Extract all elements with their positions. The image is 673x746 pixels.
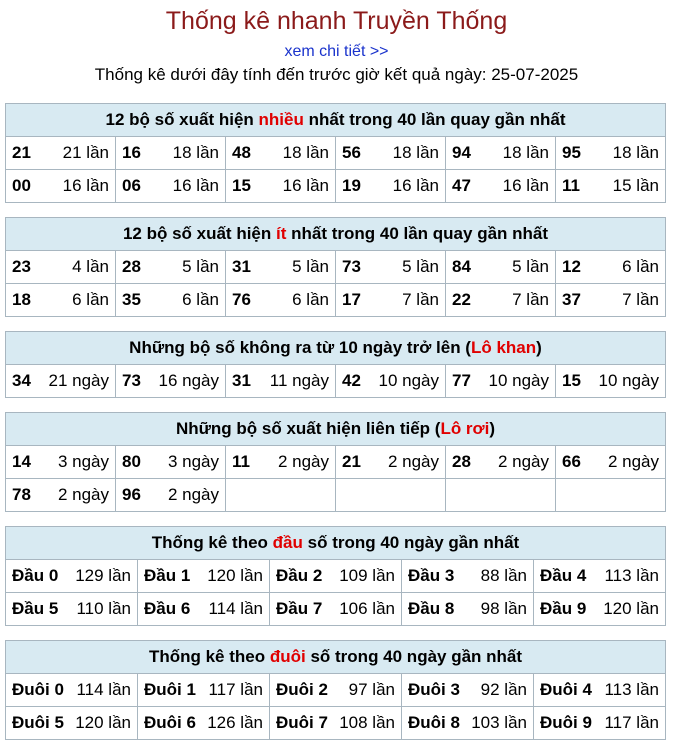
- stat-count: 113 lần: [604, 566, 659, 585]
- section-heading: [6, 104, 666, 137]
- stat-count: 110 lần: [76, 599, 131, 618]
- stat-cell: [226, 137, 336, 170]
- stat-count: 18 lần: [612, 143, 659, 162]
- stat-count: 6 lần: [292, 290, 329, 309]
- stat-label: 19: [342, 176, 361, 195]
- table-row: [6, 446, 666, 479]
- stat-label: Đuôi 2: [276, 680, 328, 699]
- stat-label: Đuôi 9: [540, 713, 592, 732]
- stat-label: Đuôi 3: [408, 680, 460, 699]
- stat-cell: [116, 446, 226, 479]
- stat-cell: [116, 137, 226, 170]
- heading-text: nhất trong 40 lần quay gần nhất: [303, 110, 566, 129]
- stat-label: 96: [122, 485, 141, 504]
- stat-count: 103 lần: [471, 713, 527, 732]
- stat-cell: [270, 593, 402, 626]
- stat-label: Đầu 3: [408, 566, 455, 585]
- stat-count: 129 lần: [75, 566, 131, 585]
- stat-count: 120 lần: [207, 566, 263, 585]
- stat-cell: [270, 560, 402, 593]
- stat-label: 73: [122, 371, 141, 390]
- stat-label: Đầu 1: [144, 566, 191, 585]
- lokhan-table: [5, 331, 666, 398]
- stat-cell: [138, 560, 270, 593]
- stat-label: 31: [232, 371, 251, 390]
- stat-label: 48: [232, 143, 251, 162]
- stat-label: Đầu 2: [276, 566, 323, 585]
- stat-count: 16 lần: [282, 176, 329, 195]
- most-frequent-section: [5, 103, 666, 203]
- stat-cell: [556, 365, 666, 398]
- stat-cell: [446, 446, 556, 479]
- stat-cell: [402, 560, 534, 593]
- stat-label: Đầu 4: [540, 566, 587, 585]
- stat-count: 16 lần: [62, 176, 109, 195]
- stat-count: 7 lần: [512, 290, 549, 309]
- stat-label: Đầu 5: [12, 599, 59, 618]
- stat-count: 108 lần: [339, 713, 395, 732]
- stat-count: 15 lần: [612, 176, 659, 195]
- details-link[interactable]: xem chi tiết >>: [284, 43, 389, 60]
- stat-cell: [402, 593, 534, 626]
- stat-count: 16 lần: [392, 176, 439, 195]
- stat-label: 84: [452, 257, 471, 276]
- stat-cell: [226, 479, 336, 512]
- stat-count: 7 lần: [622, 290, 659, 309]
- stat-label: 47: [452, 176, 471, 195]
- lo-khan-section: [5, 331, 666, 398]
- stat-label: 11: [562, 176, 580, 195]
- heading-text: Những bộ số xuất hiện liên tiếp (: [175, 419, 441, 438]
- stat-count: 18 lần: [392, 143, 439, 162]
- stat-cell: [6, 479, 116, 512]
- stat-cell: [116, 170, 226, 203]
- stat-cell: [336, 479, 446, 512]
- stat-label: Đầu 9: [540, 599, 587, 618]
- heading-text: ): [489, 419, 496, 438]
- stat-cell: [336, 137, 446, 170]
- stat-label: 76: [232, 290, 251, 309]
- least-table: [5, 217, 666, 317]
- stat-count: 117 lần: [208, 680, 263, 699]
- table-row: [6, 707, 666, 740]
- stat-count: 10 ngày: [488, 371, 549, 390]
- loroi-table: [5, 412, 666, 512]
- table-row: [6, 593, 666, 626]
- stat-label: Đầu 6: [144, 599, 191, 618]
- stat-count: 2 ngày: [167, 485, 219, 504]
- stat-cell: [270, 674, 402, 707]
- stat-cell: [116, 479, 226, 512]
- stat-count: 5 lần: [402, 257, 439, 276]
- heading-text: ): [536, 338, 542, 357]
- table-row: [6, 137, 666, 170]
- stat-count: 18 lần: [502, 143, 549, 162]
- stat-label: 34: [12, 371, 31, 390]
- stat-count: 18 lần: [172, 143, 219, 162]
- stat-count: 18 lần: [282, 143, 329, 162]
- heading-text: số trong 40 ngày gần nhất: [305, 647, 523, 666]
- table-row: [6, 674, 666, 707]
- stat-cell: [336, 170, 446, 203]
- heading-text: Thống kê theo: [151, 533, 273, 552]
- stat-label: 42: [342, 371, 361, 390]
- stat-cell: [534, 560, 666, 593]
- stat-label: 31: [232, 257, 251, 276]
- table-row: [6, 170, 666, 203]
- stat-label: 35: [122, 290, 141, 309]
- dau-table: [5, 526, 666, 626]
- stat-count: 92 lần: [480, 680, 527, 699]
- stat-count: 2 ngày: [497, 452, 549, 471]
- stat-count: 97 lần: [348, 680, 395, 699]
- lo-roi-section: [5, 412, 666, 512]
- heading-text: số trong 40 ngày gần nhất: [302, 533, 520, 552]
- heading-text: Những bộ số không ra từ 10 ngày trở lên (: [129, 338, 471, 357]
- stat-label: 21: [12, 143, 31, 162]
- stat-cell: [116, 365, 226, 398]
- stat-cell: [556, 284, 666, 317]
- stat-count: 2 ngày: [57, 485, 109, 504]
- stat-cell: [226, 446, 336, 479]
- stat-label: 37: [562, 290, 581, 309]
- stat-count: 10 ngày: [378, 371, 439, 390]
- stat-count: 5 lần: [182, 257, 219, 276]
- section-heading: [6, 527, 666, 560]
- section-heading: [6, 332, 666, 365]
- least-frequent-section: [5, 217, 666, 317]
- stat-cell: [336, 284, 446, 317]
- stat-label: 21: [342, 452, 361, 471]
- stat-cell: [116, 284, 226, 317]
- page-title: Thống kê nhanh Truyền Thống: [165, 7, 508, 35]
- stat-cell: [556, 479, 666, 512]
- page-header: [0, 0, 673, 86]
- stat-label: 94: [452, 143, 471, 162]
- stat-cell: [6, 137, 116, 170]
- stat-cell: [270, 707, 402, 740]
- stat-label: 73: [342, 257, 361, 276]
- table-row: [6, 284, 666, 317]
- stat-cell: [6, 251, 116, 284]
- stat-label: 28: [122, 257, 141, 276]
- heading-highlight: đuôi: [269, 647, 306, 666]
- stat-count: 126 lần: [207, 713, 263, 732]
- stat-label: Đầu 7: [276, 599, 323, 618]
- stat-count: 21 ngày: [48, 371, 109, 390]
- stat-count: 6 lần: [72, 290, 109, 309]
- stat-label: 66: [562, 452, 581, 471]
- stat-label: 95: [562, 143, 581, 162]
- stat-label: Đuôi 5: [12, 713, 64, 732]
- stat-cell: [402, 674, 534, 707]
- stat-count: 88 lần: [480, 566, 527, 585]
- stat-cell: [534, 593, 666, 626]
- stat-label: 15: [562, 371, 581, 390]
- stat-count: 10 ngày: [598, 371, 659, 390]
- stat-label: 11: [232, 452, 250, 471]
- stat-count: 120 lần: [603, 599, 659, 618]
- stat-cell: [446, 479, 556, 512]
- stat-cell: [6, 446, 116, 479]
- stat-cell: [336, 365, 446, 398]
- duoi-section: [5, 640, 666, 740]
- stat-cell: [6, 365, 116, 398]
- heading-text: 12 bộ số xuất hiện: [105, 110, 259, 129]
- stat-count: 21 lần: [62, 143, 109, 162]
- table-row: [6, 365, 666, 398]
- stat-count: 4 lần: [72, 257, 109, 276]
- stat-label: 00: [12, 176, 31, 195]
- stat-cell: [446, 251, 556, 284]
- heading-highlight: Lô khan: [470, 338, 537, 357]
- stat-label: Đuôi 4: [540, 680, 592, 699]
- stat-count: 16 lần: [172, 176, 219, 195]
- stat-count: 2 ngày: [607, 452, 659, 471]
- table-row: [6, 251, 666, 284]
- page-subtitle: Thống kê dưới đây tính đến trước giờ kết quả ngày: 25-07-2025: [94, 65, 579, 84]
- heading-text: nhất trong 40 lần quay gần nhất: [286, 224, 549, 243]
- stat-cell: [336, 446, 446, 479]
- stat-count: 109 lần: [339, 566, 395, 585]
- stat-cell: [556, 251, 666, 284]
- stat-count: 3 ngày: [167, 452, 219, 471]
- heading-highlight: nhiều: [258, 110, 304, 129]
- stat-label: 06: [122, 176, 141, 195]
- stat-cell: [6, 170, 116, 203]
- stat-label: 80: [122, 452, 141, 471]
- stat-count: 98 lần: [480, 599, 527, 618]
- stat-count: 16 lần: [502, 176, 549, 195]
- stat-count: 6 lần: [182, 290, 219, 309]
- dau-section: [5, 526, 666, 626]
- stat-label: 18: [12, 290, 31, 309]
- heading-text: Thống kê theo: [148, 647, 270, 666]
- stat-label: 56: [342, 143, 361, 162]
- stat-label: 17: [342, 290, 361, 309]
- stat-cell: [446, 137, 556, 170]
- stat-cell: [226, 284, 336, 317]
- stat-label: 16: [122, 143, 141, 162]
- duoi-table: [5, 640, 666, 740]
- stat-cell: [6, 560, 138, 593]
- stat-label: 15: [232, 176, 251, 195]
- stat-cell: [138, 707, 270, 740]
- stat-label: 22: [452, 290, 471, 309]
- stat-label: Đuôi 7: [276, 713, 328, 732]
- most-table: [5, 103, 666, 203]
- stat-cell: [446, 365, 556, 398]
- stat-count: 11 ngày: [269, 371, 329, 390]
- stat-label: 78: [12, 485, 31, 504]
- stat-label: Đuôi 1: [144, 680, 196, 699]
- stat-count: 2 ngày: [277, 452, 329, 471]
- section-heading: [6, 413, 666, 446]
- stat-count: 106 lần: [339, 599, 395, 618]
- stat-cell: [116, 251, 226, 284]
- stat-count: 5 lần: [292, 257, 329, 276]
- stat-label: 28: [452, 452, 471, 471]
- stat-count: 6 lần: [622, 257, 659, 276]
- stat-cell: [556, 446, 666, 479]
- section-heading: [6, 641, 666, 674]
- stat-count: 114 lần: [76, 680, 131, 699]
- stat-label: 23: [12, 257, 31, 276]
- heading-highlight: đầu: [272, 533, 303, 552]
- stat-count: 120 lần: [75, 713, 131, 732]
- section-heading: [6, 218, 666, 251]
- stat-cell: [534, 674, 666, 707]
- stat-count: 113 lần: [604, 680, 659, 699]
- stat-label: Đầu 8: [408, 599, 455, 618]
- stat-cell: [6, 593, 138, 626]
- stat-cell: [226, 170, 336, 203]
- stat-count: 2 ngày: [387, 452, 439, 471]
- stat-cell: [6, 707, 138, 740]
- stat-cell: [6, 284, 116, 317]
- table-row: [6, 479, 666, 512]
- stat-label: Đuôi 6: [144, 713, 196, 732]
- stat-cell: [556, 170, 666, 203]
- stat-label: Đầu 0: [12, 566, 59, 585]
- stat-cell: [6, 674, 138, 707]
- stat-count: 16 ngày: [158, 371, 219, 390]
- heading-highlight: ít: [276, 224, 287, 243]
- stat-label: 77: [452, 371, 471, 390]
- table-row: [6, 560, 666, 593]
- stat-cell: [138, 593, 270, 626]
- stat-label: 12: [562, 257, 581, 276]
- stat-count: 3 ngày: [57, 452, 109, 471]
- stat-count: 117 lần: [604, 713, 659, 732]
- stat-count: 114 lần: [208, 599, 263, 618]
- stat-cell: [446, 284, 556, 317]
- heading-text: 12 bộ số xuất hiện: [122, 224, 276, 243]
- stat-cell: [226, 251, 336, 284]
- stat-cell: [138, 674, 270, 707]
- stat-label: Đuôi 0: [12, 680, 64, 699]
- stat-cell: [336, 251, 446, 284]
- stat-label: Đuôi 8: [408, 713, 460, 732]
- stat-count: 7 lần: [402, 290, 439, 309]
- stat-label: 14: [12, 452, 31, 471]
- stat-cell: [402, 707, 534, 740]
- stat-cell: [446, 170, 556, 203]
- stat-cell: [534, 707, 666, 740]
- heading-highlight: Lô rơi: [440, 419, 490, 438]
- stat-cell: [226, 365, 336, 398]
- stat-cell: [556, 137, 666, 170]
- stat-count: 5 lần: [512, 257, 549, 276]
